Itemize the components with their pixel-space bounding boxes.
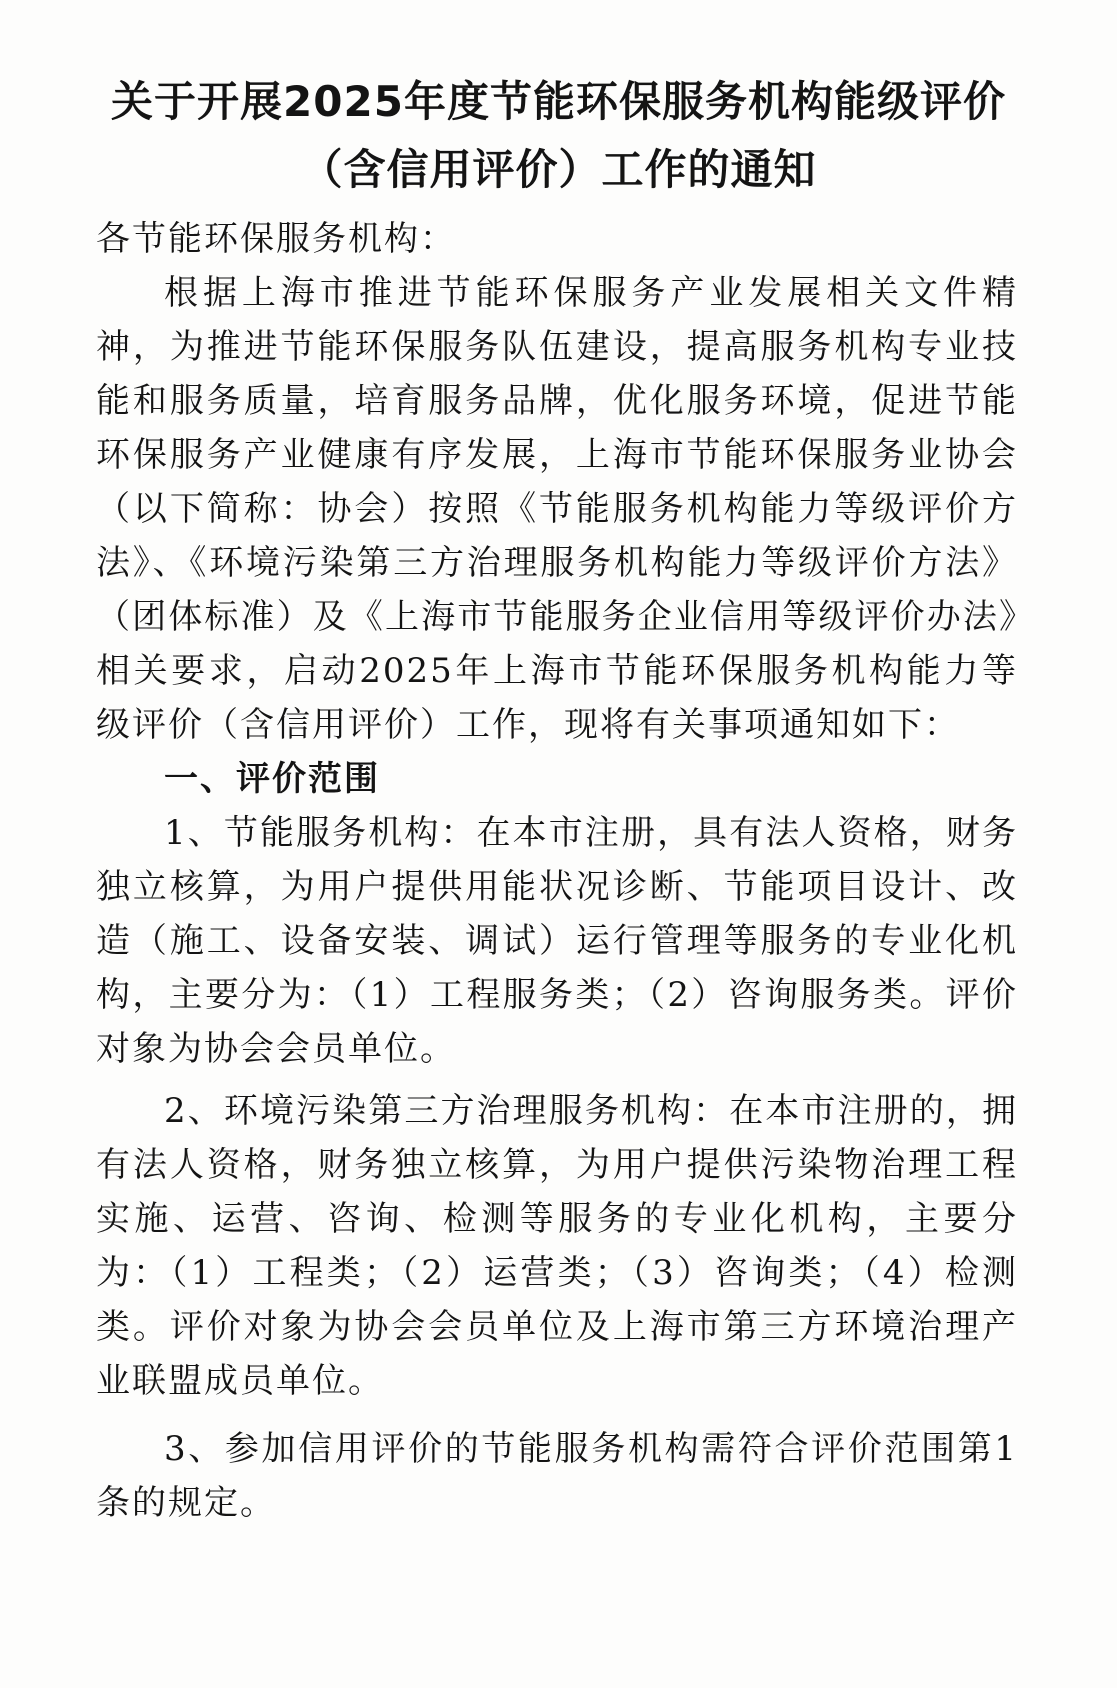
document-title [60,72,1057,200]
section-heading-scope: 一、评价范围 [164,759,380,799]
intro-paragraph: 根据上海市推进节能环保服务产业发展相关文件精神，为推进节能环保服务队伍建设，提高服务机构专业技能和服务质量，培育服务品牌，优化服务环境，促进节能环保服务产业健康有序发展，上海市节能环保服务业协会（以下简称：协会）按照《节能服务机构能力等级评价方法》、《环境污染第三方治理服务机构能力等级评价方法》（团体标准）及《上海市节能服务企业信用等级评价办法》相关要求，启动2025年上海市节能环保服务机构能力等级评价（含信用评价）工作，现将有关事项通知如下： [96,273,1018,745]
title-line-2: （含信用评价）工作的通知 [300,145,817,194]
scope-item-3: 3、参加信用评价的节能服务机构需符合评价范围第1条的规定。 [96,1429,1018,1523]
document-body [96,212,1018,1530]
salutation: 各节能环保服务机构： [96,219,456,259]
title-line-1: 关于开展2025年度节能环保服务机构能级评价 [111,77,1006,126]
scope-item-2: 2、环境污染第三方治理服务机构：在本市注册的，拥有法人资格，财务独立核算，为用户提供污染物治理工程实施、运营、咨询、检测等服务的专业化机构，主要分为：（1）工程类；（2）运营类；（3）咨询类；（4）检测类。评价对象为协会会员单位及上海市第三方环境治理产业联盟成员单位。 [96,1091,1018,1401]
scope-item-1: 1、节能服务机构：在本市注册，具有法人资格，财务独立核算，为用户提供用能状况诊断、节能项目设计、改造（施工、设备安装、调试）运行管理等服务的专业化机构，主要分为：（1）工程服务类；（2）咨询服务类。评价对象为协会会员单位。 [96,813,1018,1069]
